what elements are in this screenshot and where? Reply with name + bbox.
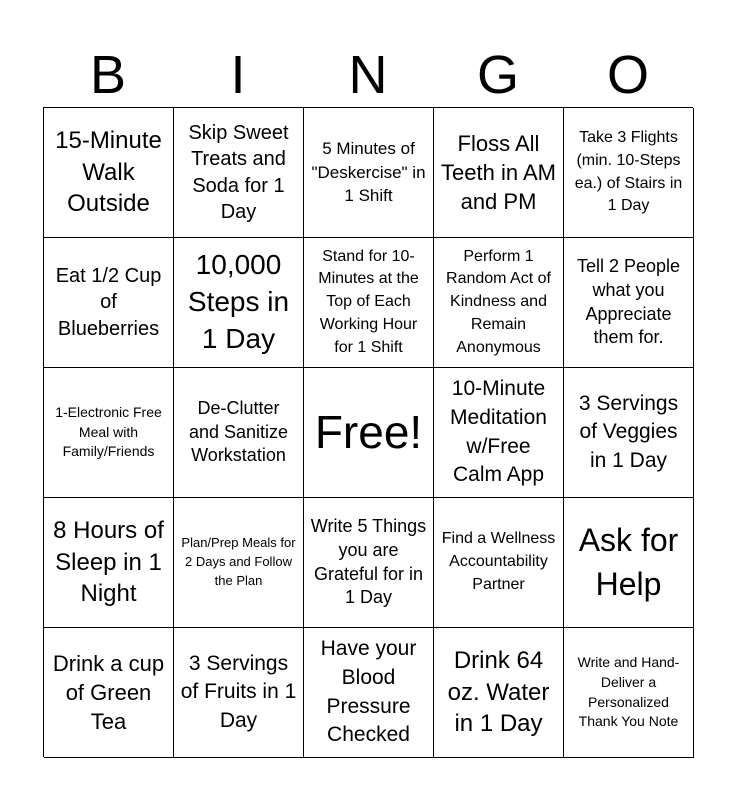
cell-text: Eat 1/2 Cup of Blueberries <box>55 264 162 340</box>
cell-text: 3 Servings of Veggies in 1 Day <box>578 391 679 472</box>
bingo-cell[interactable] <box>564 108 694 238</box>
bingo-cell[interactable] <box>434 238 564 368</box>
cell-text: 10-Minute Meditation w/Free Calm App <box>450 377 547 487</box>
cell-text: Floss All Teeth in AM and PM <box>441 130 556 215</box>
cell-text: Free! <box>314 406 423 459</box>
bingo-cell[interactable] <box>304 108 434 238</box>
cell-text: Ask for Help <box>578 521 679 602</box>
header-letter-g: G <box>476 45 519 105</box>
bingo-cell[interactable] <box>44 628 174 758</box>
bingo-cell[interactable] <box>44 108 174 238</box>
cell-text: 8 Hours of Sleep in 1 Night <box>53 516 164 608</box>
bingo-cell[interactable] <box>174 628 304 758</box>
cell-text: Take 3 Flights (min. 10-Steps ea.) of Stairs in 1 Day <box>574 129 683 215</box>
bingo-cell-free[interactable] <box>304 368 434 498</box>
bingo-cell[interactable] <box>564 498 694 628</box>
cell-text: Plan/Prep Meals for 2 Days and Follow the Plan <box>181 535 296 588</box>
bingo-cell[interactable] <box>564 238 694 368</box>
bingo-cell[interactable] <box>434 368 564 498</box>
bingo-cell[interactable] <box>434 628 564 758</box>
cell-text: 1-Electronic Free Meal with Family/Friends <box>55 404 162 460</box>
cell-text: Have your Blood Pressure Checked <box>320 637 417 747</box>
bingo-cell[interactable] <box>434 498 564 628</box>
bingo-board <box>43 107 693 757</box>
cell-text: Drink 64 oz. Water in 1 Day <box>447 646 550 738</box>
cell-text: Write 5 Things you are Grateful for in 1 Day <box>310 515 427 608</box>
cell-text: 15-Minute Walk Outside <box>55 126 162 218</box>
bingo-cell[interactable] <box>44 498 174 628</box>
cell-text: Stand for 10-Minutes at the Top of Each Working Hour for 1 Shift <box>318 247 419 356</box>
cell-text: Tell 2 People what you Appreciate them for. <box>576 255 681 348</box>
header-letter-b: B <box>89 45 127 105</box>
bingo-cell[interactable] <box>44 368 174 498</box>
cell-text: 10,000 Steps in 1 Day <box>187 249 290 354</box>
bingo-cell[interactable] <box>174 108 304 238</box>
bingo-header <box>43 44 693 106</box>
header-letter-n: N <box>348 45 388 105</box>
bingo-cell[interactable] <box>174 368 304 498</box>
bingo-cell[interactable] <box>174 498 304 628</box>
bingo-cell[interactable] <box>174 238 304 368</box>
cell-text: 5 Minutes of "Deskercise" in 1 Shift <box>311 139 426 206</box>
cell-text: Drink a cup of Green Tea <box>52 650 165 735</box>
cell-text: 3 Servings of Fruits in 1 Day <box>180 651 297 732</box>
cell-text: Perform 1 Random Act of Kindness and Remain Anonymous <box>446 247 551 356</box>
cell-text: Write and Hand-Deliver a Personalized Thank You Note <box>577 654 680 730</box>
bingo-cell[interactable] <box>304 238 434 368</box>
cell-text: Find a Wellness Accountability Partner <box>441 530 556 593</box>
bingo-cell[interactable] <box>304 498 434 628</box>
bingo-cell[interactable] <box>564 628 694 758</box>
bingo-cell[interactable] <box>304 628 434 758</box>
cell-text: De-Clutter and Sanitize Workstation <box>188 397 289 466</box>
header-letter-o: O <box>606 45 649 105</box>
bingo-cell[interactable] <box>564 368 694 498</box>
bingo-cell[interactable] <box>44 238 174 368</box>
header-letter-i: I <box>230 45 246 105</box>
bingo-cell[interactable] <box>434 108 564 238</box>
cell-text: Skip Sweet Treats and Soda for 1 Day <box>188 121 289 223</box>
